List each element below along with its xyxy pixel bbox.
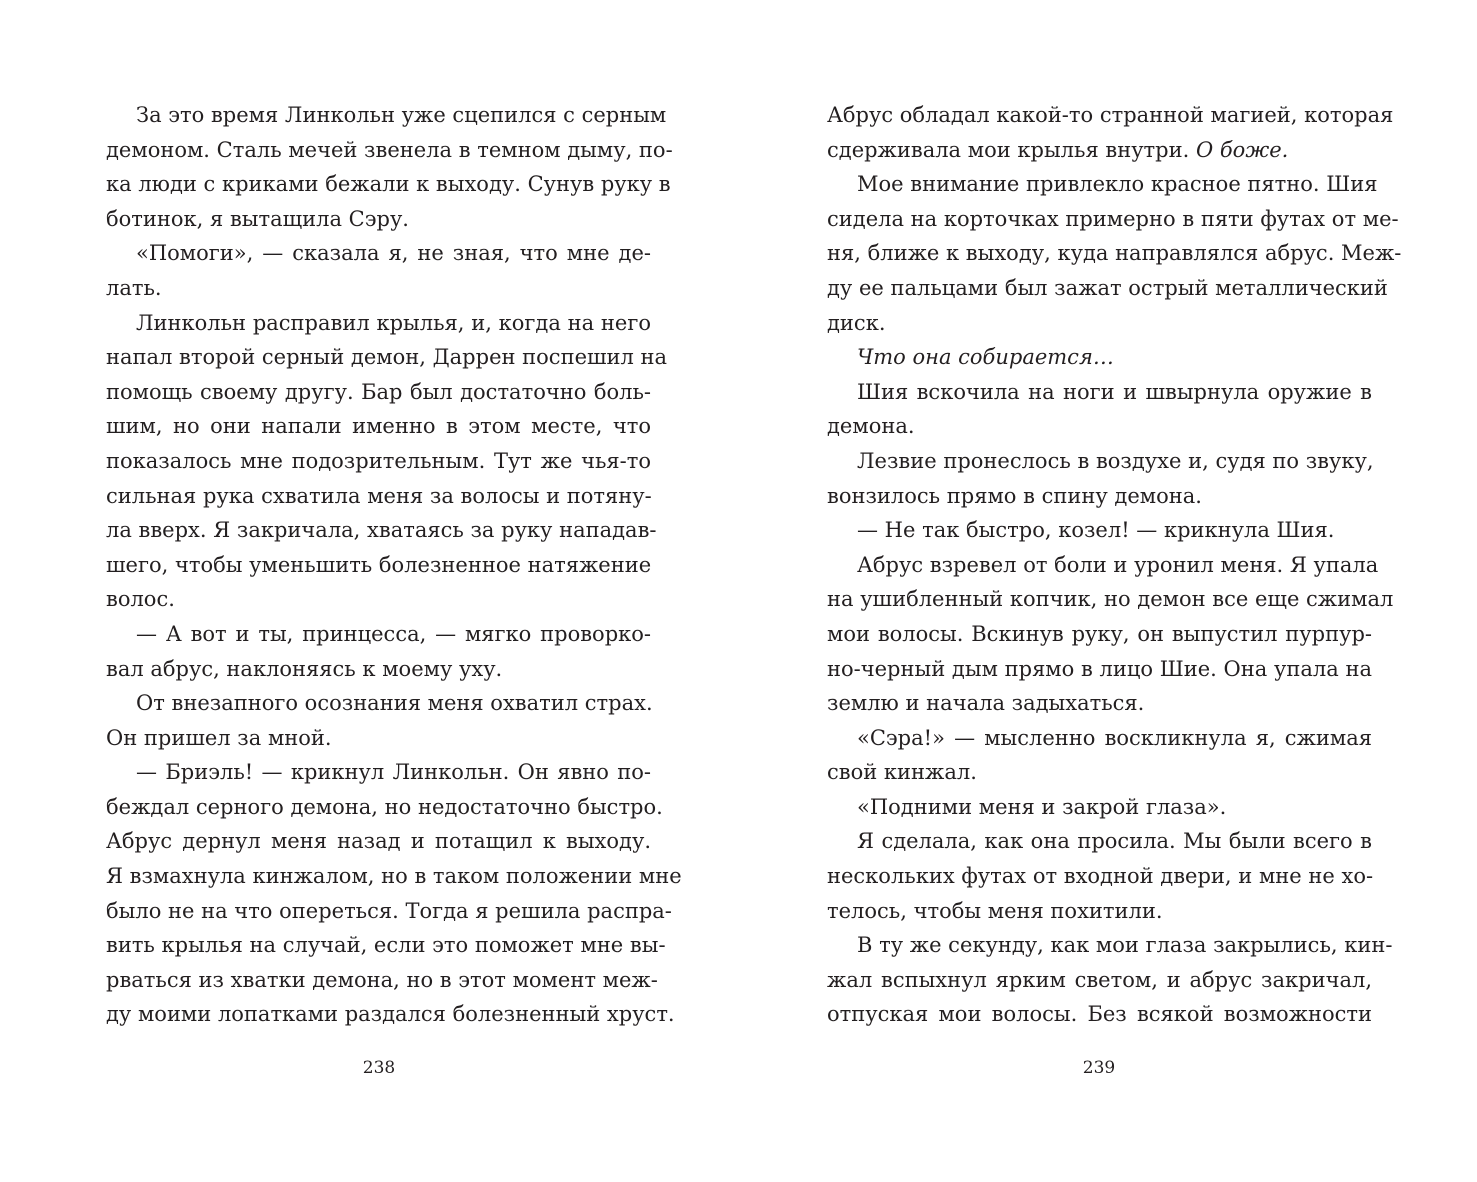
text-line: Абрус взревел от боли и уронил меня. Я упала <box>857 552 1379 577</box>
text-line: ду ее пальцами был зажат острый металлический <box>827 275 1388 300</box>
text-line: — А вот и ты, принцесса, — мягко проворко- <box>136 621 651 646</box>
text-line: вал абрус, наклоняясь к моему уху. <box>106 656 503 681</box>
text-line: Абрус дернул меня назад и потащил к выходу. <box>106 829 651 854</box>
text-line: За это время Линкольн уже сцепился с серным <box>136 103 667 127</box>
page-number-right: 239 <box>1082 1058 1116 1078</box>
text-line: сидела на корточках примерно в пяти футах от ме- <box>827 206 1399 231</box>
text-line: демоном. Сталь мечей звенела в темном дыму, по- <box>106 137 673 162</box>
text-line: — Бриэль! — крикнул Линкольн. Он явно по- <box>136 760 651 785</box>
text-line: вонзилось прямо в спину демона. <box>827 483 1202 508</box>
text-line: телось, чтобы меня похитили. <box>827 898 1163 923</box>
text-line: ботинок, я вытащила Сэру. <box>106 206 409 231</box>
right-page-text <box>827 98 1402 1032</box>
text-line: В ту же секунду, как мои глаза закрылись, кин- <box>857 933 1393 958</box>
text-line: Он пришел за мной. <box>106 725 332 750</box>
text-line: «Помоги», — сказала я, не зная, что мне де- <box>136 241 651 266</box>
text-line <box>827 133 1372 168</box>
text-line: лать. <box>106 275 162 300</box>
text-line: напал второй серный демон, Даррен поспешил на <box>106 345 668 370</box>
text-line: «Сэра!» — мысленно воскликнула я, сжимая <box>857 725 1372 750</box>
text-line: показалось мне подозрительным. Тут же чья-то <box>106 448 651 473</box>
text-line: рваться из хватки демона, но в этот момент меж- <box>106 967 658 992</box>
text-line: ду моими лопатками раздался болезненный хруст. <box>106 1002 675 1027</box>
text-line: сильная рука схватила меня за волосы и потяну- <box>106 483 652 508</box>
text-line: но-черный дым прямо в лицо Шие. Она упала на <box>827 656 1372 681</box>
text-line: «Подними меня и закрой глаза». <box>857 794 1227 819</box>
text-line: Я взмахнула кинжалом, но в таком положении мне <box>106 864 682 889</box>
text-line: Я сделала, как она просила. Мы были всего в <box>857 829 1372 854</box>
text-line: ла вверх. Я закричала, хватаясь за руку нападав- <box>106 518 657 543</box>
text-line: Абрус обладал какой-то странной магией, которая <box>827 103 1394 127</box>
text-line: свой кинжал. <box>827 760 977 785</box>
text-line: волос. <box>106 587 175 612</box>
italic-text: О боже. <box>1195 137 1289 162</box>
italic-text: Что она собирается… <box>857 345 1114 370</box>
text-line: отпуская мои волосы. Без всякой возможности <box>827 1002 1372 1027</box>
text-line: шим, но они напали именно в этом месте, что <box>106 414 651 439</box>
text-segment: сдерживала мои крылья внутри. <box>827 137 1196 162</box>
text-line: землю и начала задыхаться. <box>827 691 1145 716</box>
text-line: Лезвие пронеслось в воздухе и, судя по звуку, <box>857 448 1374 473</box>
text-line: Мое внимание привлекло красное пятно. Шия <box>857 172 1378 197</box>
page-number-left: 238 <box>362 1058 396 1078</box>
text-line: было не на что опереться. Тогда я решила распра- <box>106 898 672 923</box>
text-line: помощь своему другу. Бар был достаточно боль- <box>106 379 651 404</box>
text-line: нескольких футах от входной двери, и мне не хо- <box>827 864 1374 889</box>
text-line: демона. <box>827 414 915 439</box>
text-line: шего, чтобы уменьшить болезненное натяжение <box>106 552 652 577</box>
text-line: ка люди с криками бежали к выходу. Сунув руку в <box>106 172 671 197</box>
text-line: вить крылья на случай, если это поможет мне вы- <box>106 933 666 958</box>
text-line: на ушибленный копчик, но демон все еще сжимал <box>827 587 1394 612</box>
text-line: — Не так быстро, козел! — крикнула Шия. <box>857 518 1335 543</box>
text-line: диск. <box>827 310 886 335</box>
left-page-text <box>106 98 682 1032</box>
text-line <box>827 340 1372 375</box>
text-line: Шия вскочила на ноги и швырнула оружие в <box>857 379 1372 404</box>
text-line: От внезапного осознания меня охватил страх. <box>136 691 653 716</box>
text-line: беждал серного демона, но недостаточно быстро. <box>106 794 663 819</box>
text-line: мои волосы. Вскинув руку, он выпустил пурпур- <box>827 621 1372 646</box>
text-line: Линкольн расправил крылья, и, когда на него <box>136 310 651 335</box>
text-line: жал вспыхнул ярким светом, и абрус закричал, <box>827 967 1372 992</box>
text-line: ня, ближе к выходу, куда направлялся абрус. Меж- <box>827 241 1402 266</box>
